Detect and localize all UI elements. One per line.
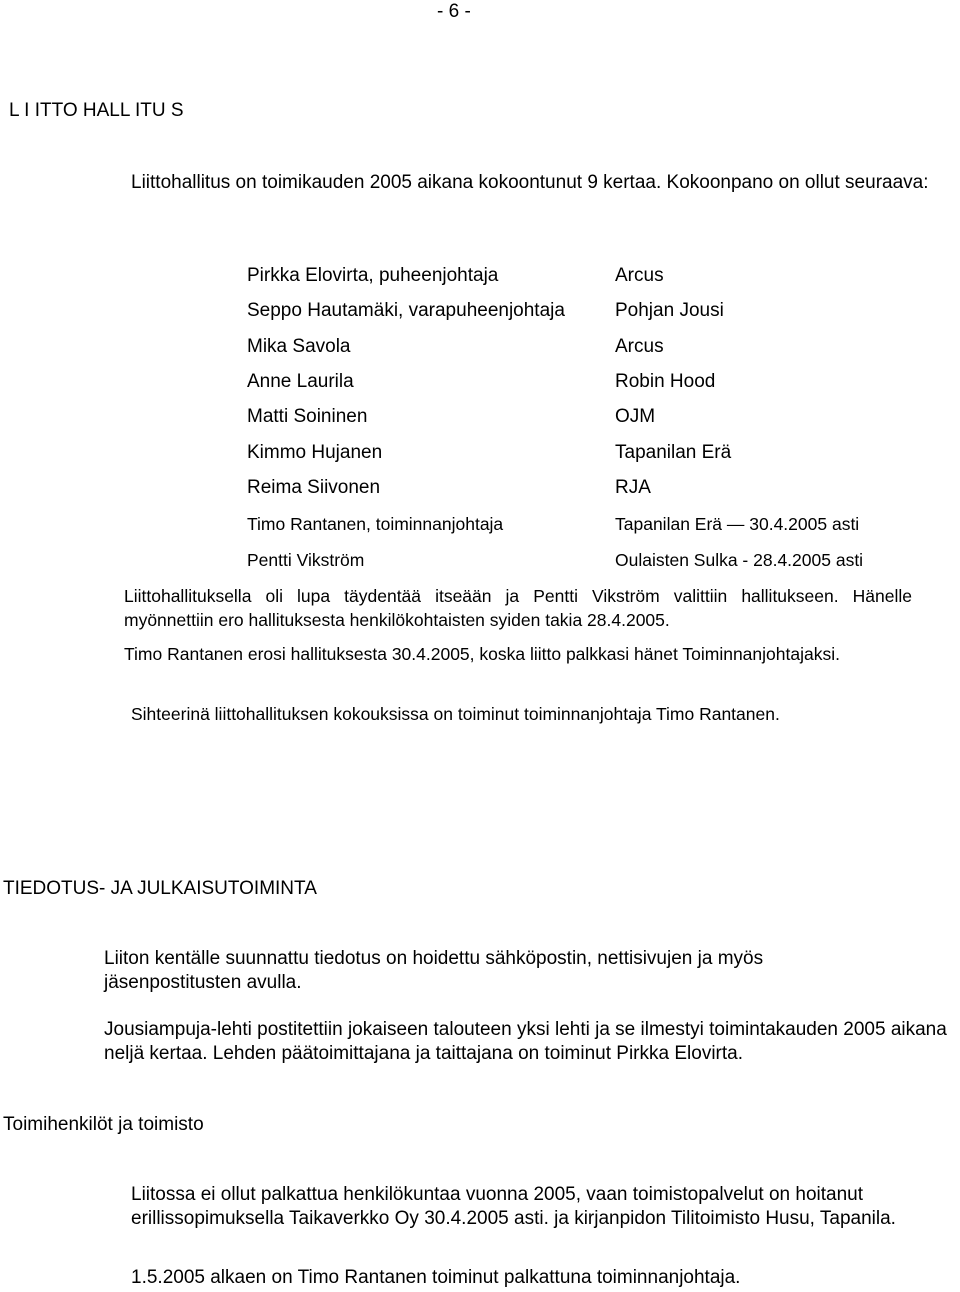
member-name: Mika Savola (247, 336, 351, 357)
note-paragraph-vikstrom: Liittohallituksella oli lupa täydentää itseään ja Pentti Vikström valittiin hallitukseen. Hänelle myönnettiin ero hallituksesta henkilökohtaisten syiden takia 28.4.2005. (124, 586, 912, 630)
note-paragraph-secretary: Sihteerinä liittohallituksen kokouksissa on toiminut toiminnanjohtaja Timo Rantanen. (131, 704, 780, 724)
member-name: Reima Siivonen (247, 477, 381, 498)
member-club: Oulaisten Sulka - 28.4.2005 asti (615, 550, 864, 570)
member-name: Pentti Vikström (247, 550, 365, 570)
member-club: RJA (615, 477, 651, 498)
member-club: OJM (615, 406, 656, 427)
page-number: - 6 - (437, 1, 471, 22)
member-club: Pohjan Jousi (615, 300, 724, 321)
toiminnanjohtaja-paragraph: 1.5.2005 alkaen on Timo Rantanen toiminut palkattuna toiminnanjohtaja. (131, 1267, 741, 1288)
member-name: Matti Soininen (247, 406, 368, 427)
member-name: Timo Rantanen, toiminnanjohtaja (247, 514, 504, 534)
member-club: Arcus (615, 265, 664, 286)
member-name: Anne Laurila (247, 371, 354, 392)
jousiampuja-paragraph: Jousiampuja-lehti postitettiin jokaiseen talouteen yksi lehti ja se ilmestyi toimintakauden 2005 aikana neljä kertaa. Lehden päätoimittajana ja taittajana on toiminut Pirkka Elovirta. (104, 1019, 947, 1064)
member-club: Arcus (615, 336, 664, 357)
section-heading-tiedotus: TIEDOTUS- JA JULKAISUTOIMINTA (3, 878, 317, 899)
member-club: Robin Hood (615, 371, 716, 392)
section-heading-liittohallitus: L I ITTO HALL ITU S (9, 100, 184, 121)
member-name: Pirkka Elovirta, puheenjohtaja (247, 265, 499, 286)
intro-paragraph: Liittohallitus on toimikauden 2005 aikana kokoontunut 9 kertaa. Kokoonpano on ollut seuraava: (131, 172, 929, 193)
note-paragraph-rantanen: Timo Rantanen erosi hallituksesta 30.4.2005, koska liitto palkkasi hänet Toiminnanjohtajaksi. (124, 644, 840, 664)
toimisto-paragraph: Liitossa ei ollut palkattua henkilökuntaa vuonna 2005, vaan toimistopalvelut on hoitanut erillissopimuksella Taikaverkko Oy 30.4.2005 asti. ja kirjanpidon Tilitoimisto Husu, Tapanila. (131, 1184, 896, 1229)
member-club: Tapanilan Erä (615, 442, 732, 463)
member-name: Kimmo Hujanen (247, 442, 383, 463)
member-club: Tapanilan Erä — 30.4.2005 asti (615, 514, 860, 534)
tiedotus-paragraph: Liiton kentälle suunnattu tiedotus on hoidettu sähköpostin, nettisivujen ja myös jäsenpostitusten avulla. (104, 948, 764, 993)
member-name: Seppo Hautamäki, varapuheenjohtaja (247, 300, 565, 321)
section-heading-toimihenkilot: Toimihenkilöt ja toimisto (3, 1114, 204, 1135)
